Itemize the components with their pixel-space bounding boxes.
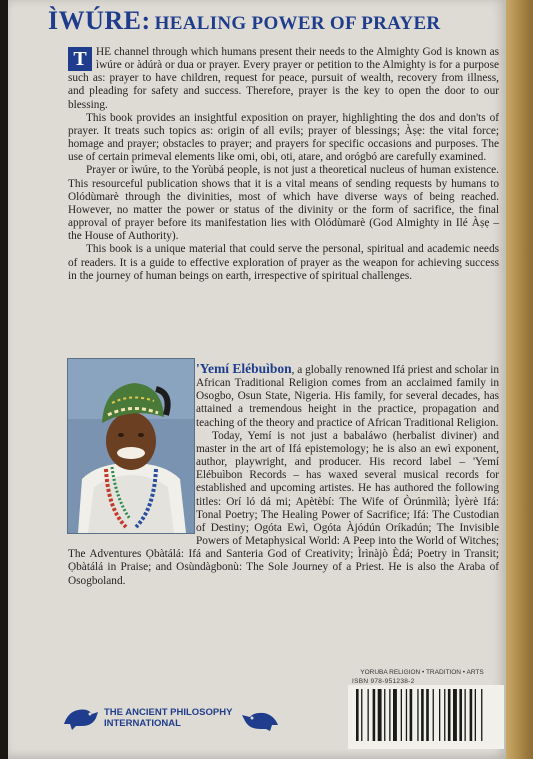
publisher-logo-left-icon [62, 704, 102, 735]
bio-paragraph-2: Today, Yemí is not just a babaláwo (herbalist diviner) and master in the art of Ifá epistemology; he is also an ewì exponent, author, playwright, and producer. His record label – 'Yemí Elébuìbon Records – has waxed several musical records for established and upcoming artistes. He has authored the following titles: Orí ló dá mi; Apètèbí: The Wife of Òrúnmìlà; Ìyèrè Ifá: Tonal Poetry; The Healing Power of Sacrifice; Ifá: The Custodian of Destiny; Ogóta Ewì, Ogóta Àjódún Oríkadún; The Invisible Powers of Metaphysical World: A Peep into the World of Witches; The Adventures Ọbàtálá: Ifá and Santeria God of Creativity; Ìrìnàjò Èdá; Poetry in Transit; Ọbàtálá in Praise; and Osùndàgbonù: The Sole Journey of a Priest. He is also the Araba of Osogboland. [68, 429, 499, 587]
blurb-paragraph-4: This book is a unique material that could serve the personal, spiritual and academic needs of readers. It is a guide to effective exploration of prayer as the weapon for achieving success in the journey of human beings on earth, irrespective of spiritual challenges. [68, 243, 499, 282]
blurb-text-1: HE channel through which humans present their needs to the Almighty God is known as ìwúre or àdúrà or dua or prayer. Every prayer or petition to the Almighty is for a purpose such as: prayer to have children, request for peace, pursuit of wealth, recovery from illness, and pleading for safety and success. Therefore, prayer is the key to open the door to our blessing. [68, 46, 499, 111]
isbn-label: ISBN 978-951238-2 [352, 678, 415, 685]
book-title [48, 6, 508, 36]
category-label: YORUBA RELIGION • TRADITION • ARTS [360, 669, 484, 676]
publisher-logo-right-icon [236, 709, 280, 736]
blurb-paragraph-1 [68, 46, 499, 112]
barcode-bars [348, 685, 504, 749]
publisher-name [104, 707, 232, 729]
blurb-paragraph-2: This book provides an insightful exposition on prayer, highlighting the dos and don'ts of prayer. It treats such topics as: origin of all evils; prayer of blessings; Àṣẹ: the vital force; homage and prayer; obstacles to prayer; and prayers for specific occasions and purposes. The use of certain primeval elements like omi, obi, oti, atare, and orógbó are carefully examined. [68, 111, 499, 164]
publisher-line-2: INTERNATIONAL [104, 718, 181, 729]
bio-text-1: , a globally renowned Ifá priest and scholar in African Traditional Religion comes from an acclaimed family in Osogbo, Osun State, Nigeria. His family, for several decades, has attained a tremendous height in the practice, propagation and teaching of the theory and practice of African Traditional Religion. [196, 364, 500, 429]
photo-spacer [68, 362, 196, 544]
author-name: 'Yemí Elébuìbon [196, 361, 292, 376]
title-main: ÌWÚRE: [48, 6, 151, 35]
back-cover [8, 0, 506, 759]
book-spine-edge [506, 0, 533, 759]
blurb-paragraph-3: Prayer or ìwúre, to the Yorùbá people, is not just a theoretical nucleus of human existence. This resourceful publication shows that it is a vital means of sending requests by humans to Olódùmarè through the divinities, most of which have diverse ways of being reached. However, no matter the power or status of the divinity or the form of sacrifice, the final approval of prayer before its manifestation lies with Olódùmarè (God Almighty in Ilé Àṣẹ – the House of Authority). [68, 164, 499, 243]
drop-cap: T [68, 47, 92, 71]
publisher-line-1: THE ANCIENT PHILOSOPHY [104, 707, 233, 718]
author-bio [68, 362, 499, 588]
blurb [68, 46, 499, 283]
title-subtitle: HEALING POWER OF PRAYER [154, 13, 441, 34]
barcode [348, 685, 504, 749]
